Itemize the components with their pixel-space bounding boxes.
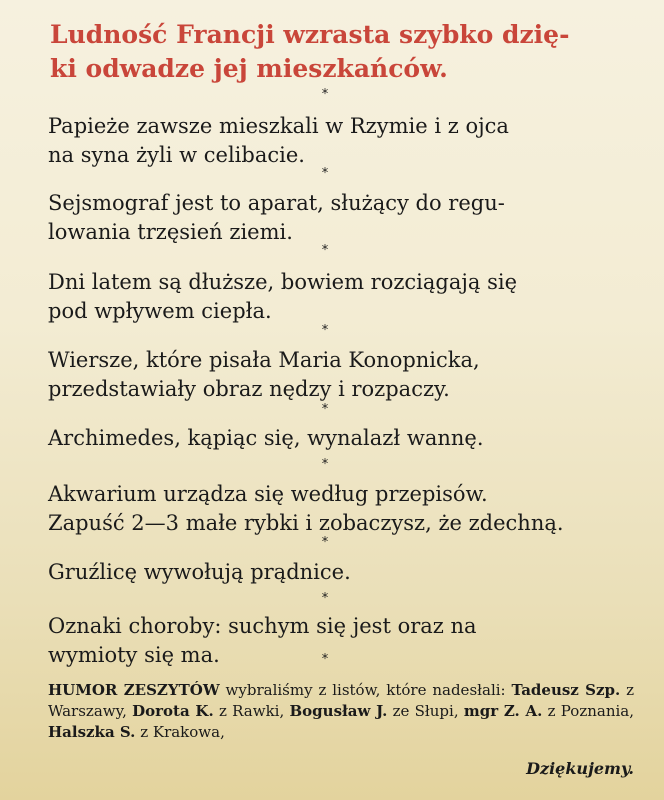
star-separator: *	[321, 591, 329, 606]
headline-line-1: Ludność Francji wzrasta szybko dzię-	[50, 20, 570, 49]
author-name: Bogusław J.	[289, 702, 388, 720]
author-name: mgr Z. A.	[463, 702, 543, 720]
star-separator: *	[321, 652, 329, 667]
author-name: Tadeusz Szp.	[511, 681, 621, 699]
signature: Dziękujemy.	[526, 759, 634, 778]
author-name: Halszka S.	[48, 723, 136, 741]
credits-paragraph: HUMOR ZESZYTÓW wybraliśmy z listów, które nadesłali: Tadeusz Szp. z Warszawy, Dorota K. z Rawki, Bogusław J. ze Słupi, mgr Z. A. z Poznania, Halszka S. z Krakowa,	[48, 681, 634, 741]
star-separator: *	[321, 323, 329, 338]
star-separator: *	[321, 457, 329, 472]
quote-item: Archimedes, kąpiąc się, wynalazł wannę.	[48, 426, 484, 450]
quote-item: Dni latem są dłuższe, bowiem rozciągają się pod wpływem ciepła.	[48, 270, 518, 323]
quote-item: Gruźlicę wywołują prądnice.	[48, 560, 351, 584]
quote-item: Akwarium urządza się według przepisów. Zapuść 2—3 małe rybki i zobaczysz, że zdechną.	[48, 482, 564, 535]
star-separator: *	[321, 535, 329, 550]
star-separator: *	[321, 87, 329, 102]
star-separator: *	[321, 402, 329, 417]
author-name: Dorota K.	[132, 702, 214, 720]
credits-lead: HUMOR ZESZYTÓW	[48, 681, 220, 699]
quote-item: Wiersze, które pisała Maria Konopnicka, przedstawiały obraz nędzy i rozpaczy.	[48, 348, 480, 401]
quote-item: Oznaki choroby: suchym się jest oraz na wymioty się ma.	[48, 614, 477, 667]
star-separator: *	[321, 243, 329, 258]
quote-item: Papieże zawsze mieszkali w Rzymie i z ojca na syna żyli w celibacie.	[48, 114, 509, 167]
headline	[50, 18, 640, 86]
headline-line-2: ki odwadze jej mieszkańców.	[50, 54, 448, 83]
star-separator: *	[321, 166, 329, 181]
quote-item: Sejsmograf jest to aparat, służący do regu- lowania trzęsień ziemi.	[48, 191, 505, 244]
